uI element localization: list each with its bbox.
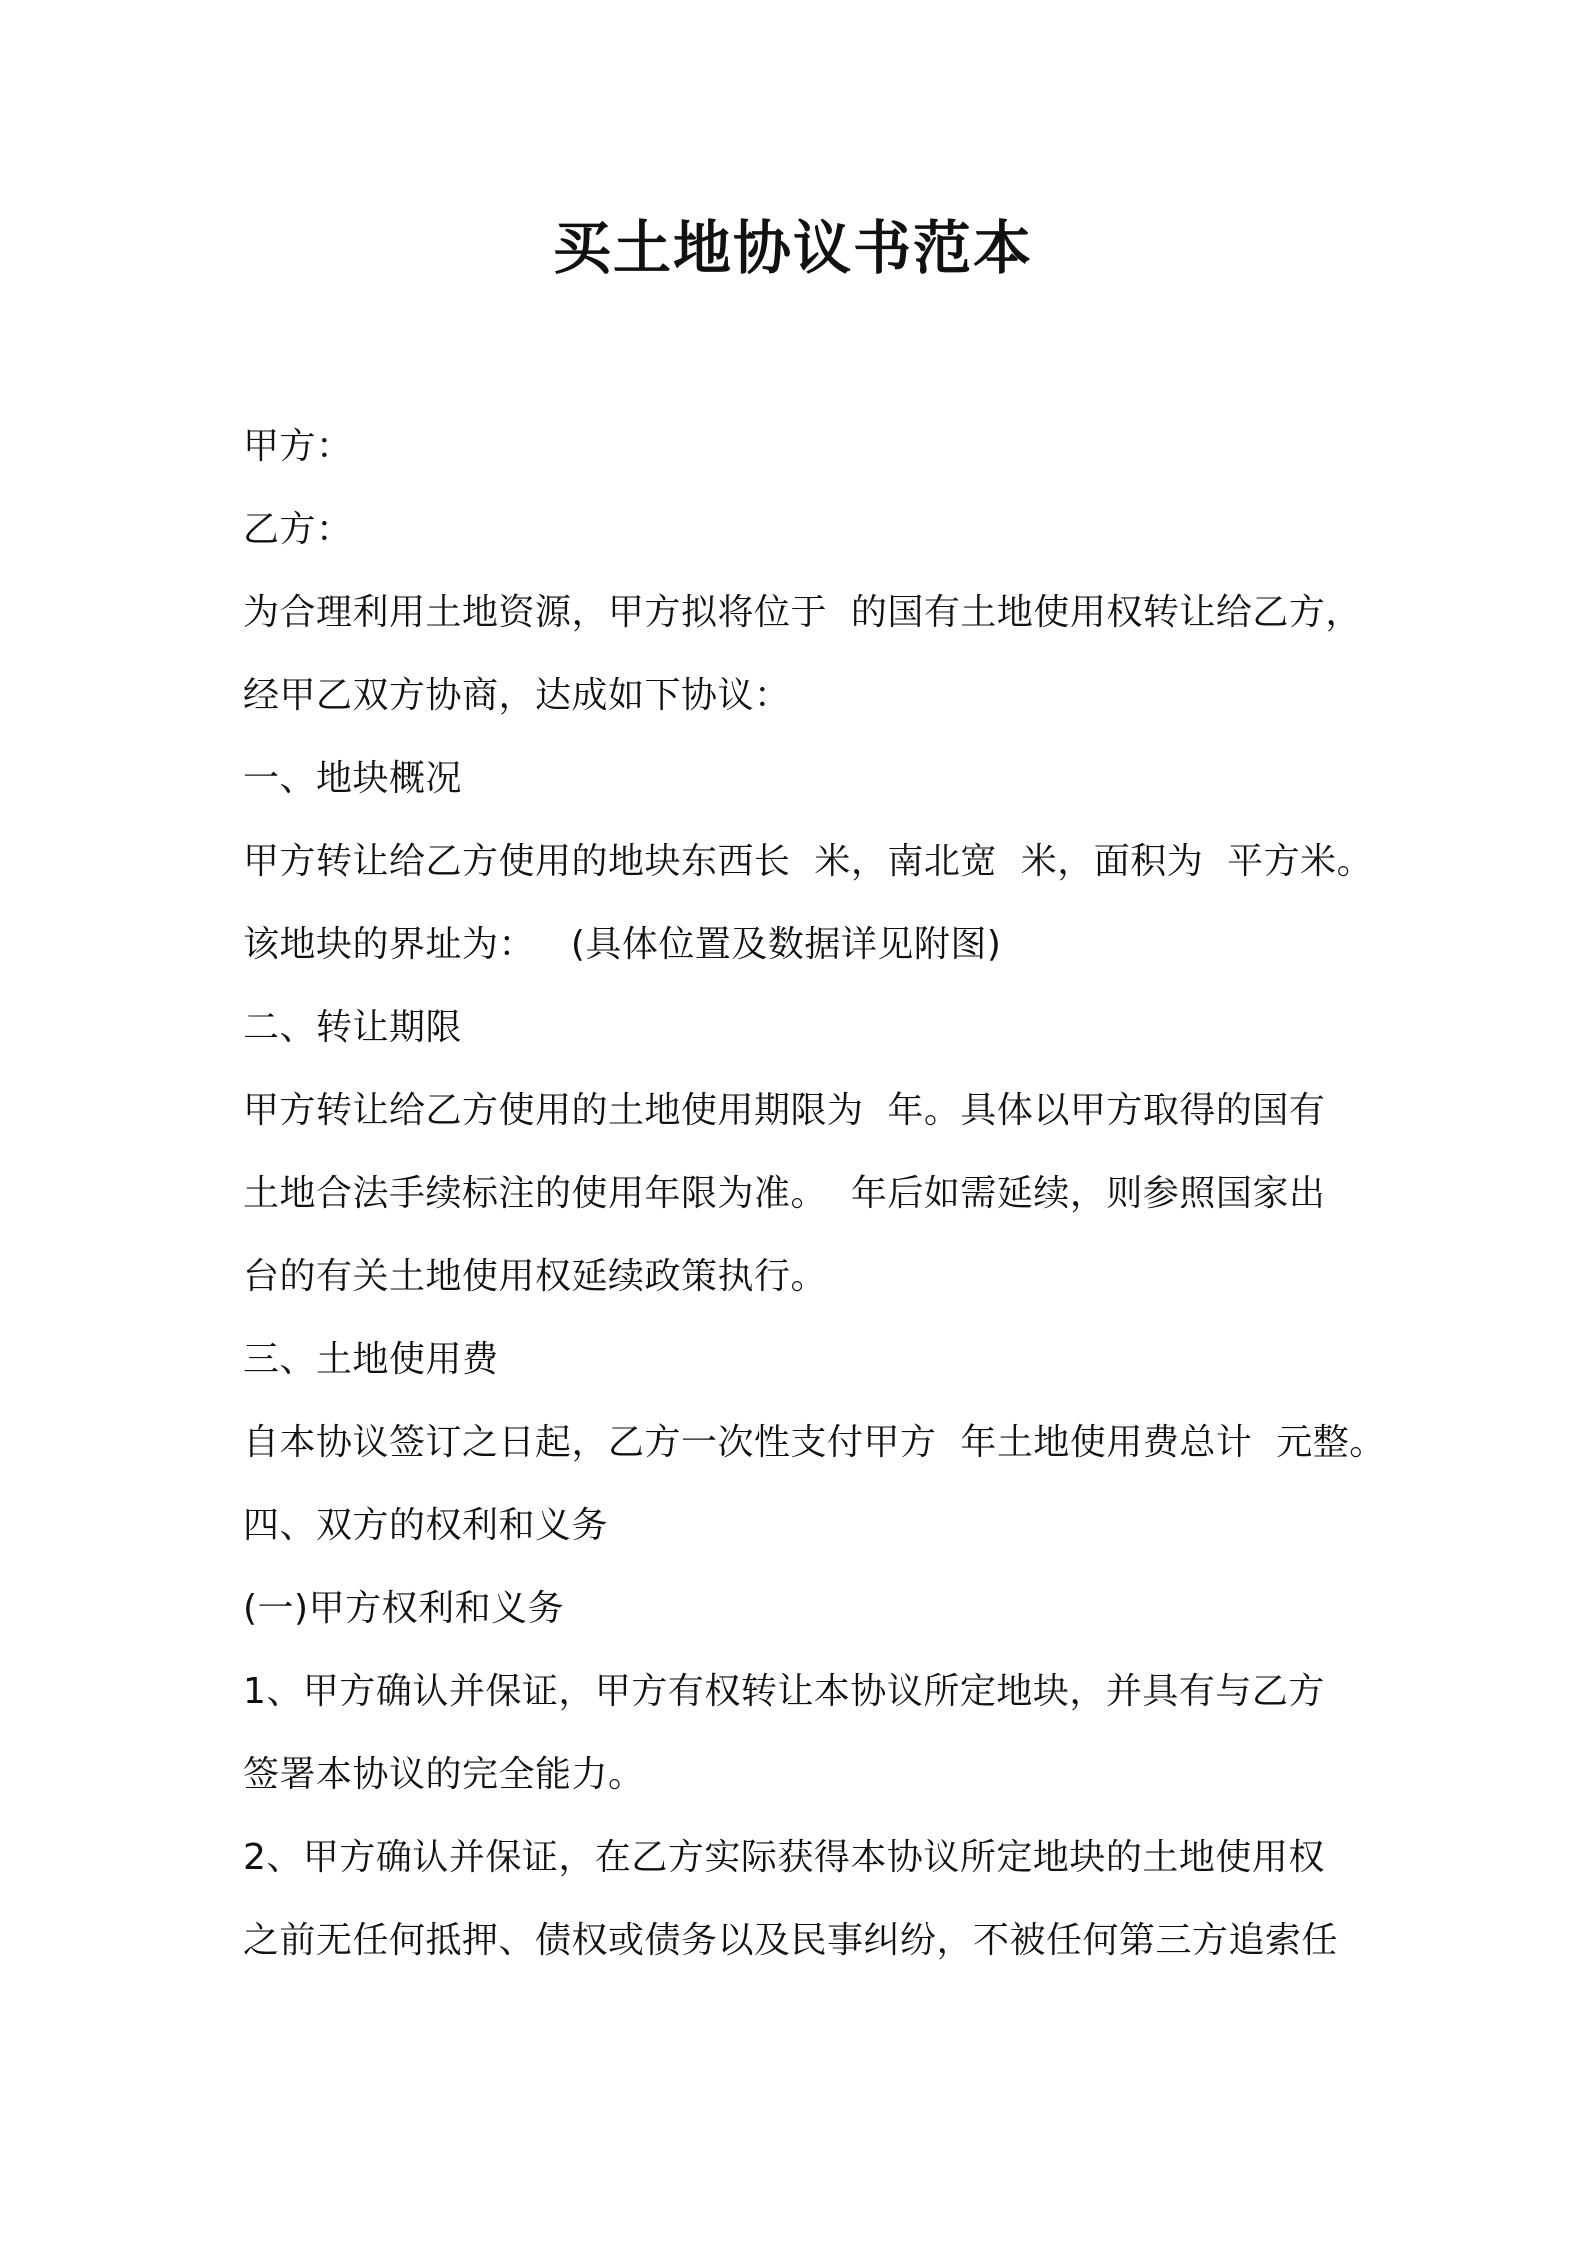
- party-a-line: 甲方：: [243, 426, 353, 467]
- preamble-line-2: 经甲乙双方协商，达成如下协议：: [243, 675, 791, 716]
- clause-2-line-1: 2、甲方确认并保证，在乙方实际获得本协议所定地块的土地使用权: [243, 1837, 1325, 1878]
- transfer-term-line-2: 土地合法手续标注的使用年限为准。 年后如需延续，则参照国家出: [243, 1173, 1326, 1214]
- document-title: 买土地协议书范本: [552, 214, 1033, 282]
- preamble-line-1: 为合理利用土地资源，甲方拟将位于 的国有土地使用权转让给乙方，: [243, 592, 1362, 633]
- clause-2-line-2: 之前无任何抵押、债权或债务以及民事纠纷，不被任何第三方追索任: [243, 1920, 1339, 1961]
- subsection-heading-party-a: (一)甲方权利和义务: [243, 1588, 565, 1629]
- section-heading-land-fee: 三、土地使用费: [243, 1339, 499, 1380]
- party-b-line: 乙方：: [243, 509, 353, 550]
- clause-1-line-1: 1、甲方确认并保证，甲方有权转让本协议所定地块，并具有与乙方: [243, 1671, 1325, 1712]
- transfer-term-line-3: 台的有关土地使用权延续政策执行。: [243, 1256, 828, 1297]
- section-heading-plot-overview: 一、地块概况: [243, 758, 463, 799]
- plot-boundary-line: 该地块的界址为： (具体位置及数据详见附图): [243, 924, 1002, 965]
- land-fee-line: 自本协议签订之日起，乙方一次性支付甲方 年土地使用费总计 元整。: [243, 1422, 1386, 1463]
- plot-dimensions-line: 甲方转让给乙方使用的地块东西长 米，南北宽 米，面积为 平方米。: [243, 841, 1374, 882]
- transfer-term-line-1: 甲方转让给乙方使用的土地使用期限为 年。具体以甲方取得的国有: [243, 1090, 1326, 1131]
- section-heading-transfer-term: 二、转让期限: [243, 1007, 463, 1048]
- clause-1-line-2: 签署本协议的完全能力。: [243, 1754, 645, 1795]
- document-body: [243, 405, 1386, 1982]
- section-heading-rights-obligations: 四、双方的权利和义务: [243, 1505, 609, 1546]
